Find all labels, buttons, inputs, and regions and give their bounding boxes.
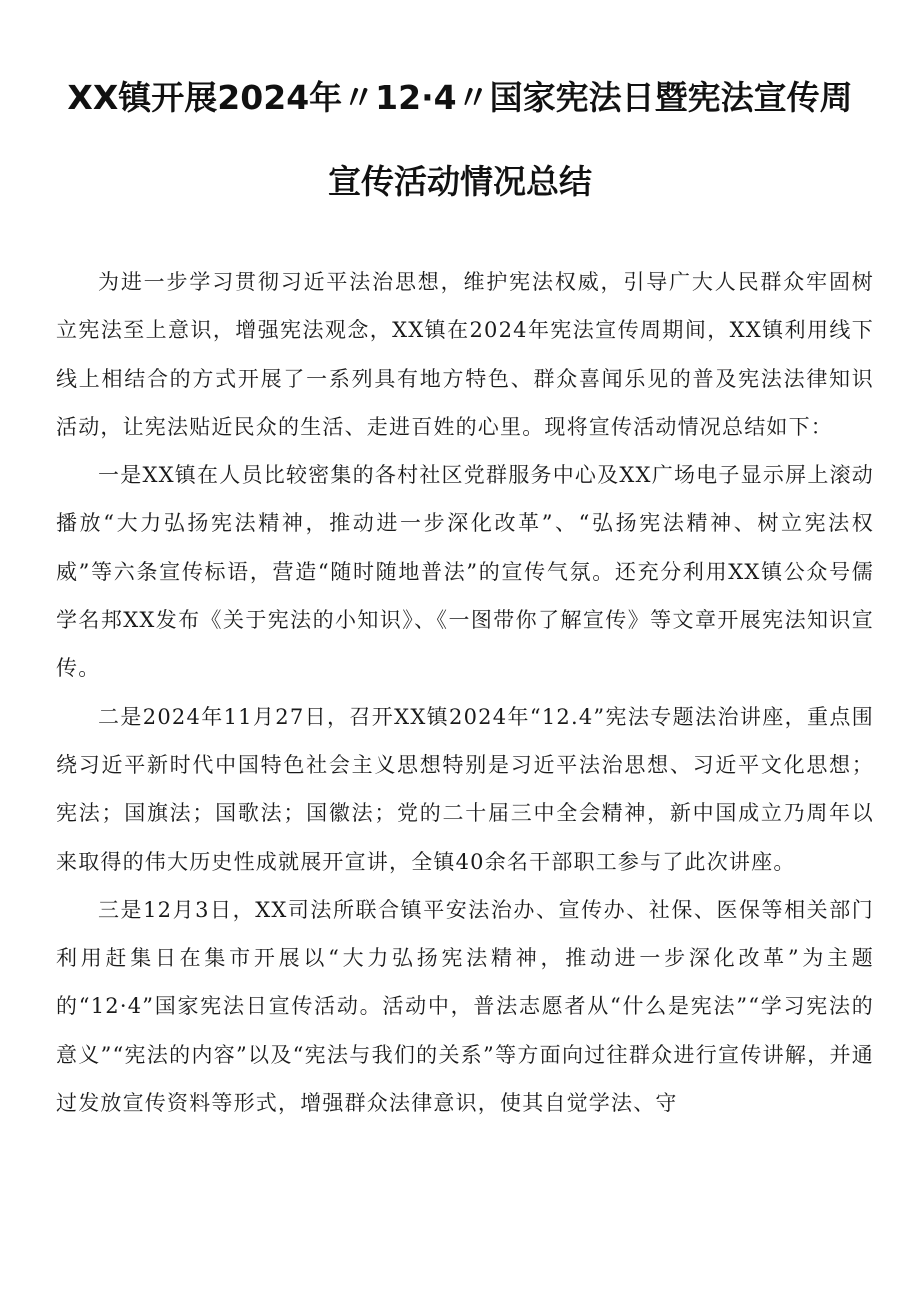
paragraph-third-point: 三是12月3日，XX司法所联合镇平安法治办、宣传办、社保、医保等相关部门利用赶集日在集市开展以“大力弘扬宪法精神，推动进一步深化改革”为主题的“12·4”国家宪法日宣传活动。活动中，普法志愿者从“什么是宪法”“学习宪法的意义”“宪法的内容”以及“宪法与我们的关系”等方面向过往群众进行宣传讲解，并通过发放宣传资料等形式，增强群众法律意识，使其自觉学法、守 [56,897,874,1116]
document-title-line-1: XX镇开展2024年〃12·4〃国家宪法日暨宪法宣传周 [67,78,853,117]
document-body [56,258,874,1127]
document-title-line-2: 宣传活动情况总结 [328,162,592,201]
paragraph-second-point: 二是2024年11月27日，召开XX镇2024年“12.4”宪法专题法治讲座，重点围绕习近平新时代中国特色社会主义思想特别是习近平法治思想、习近平文化思想；宪法；国旗法；国歌法；国徽法；党的二十届三中全会精神，新中国成立乃周年以来取得的伟大历史性成就展开宣讲，全镇40余名干部职工参与了此次讲座。 [56,704,874,874]
paragraph-intro: 为进一步学习贯彻习近平法治思想，维护宪法权威，引导广大人民群众牢固树立宪法至上意识，增强宪法观念，XX镇在2024年宪法宣传周期间，XX镇利用线下线上相结合的方式开展了一系列具有地方特色、群众喜闻乐见的普及宪法法律知识活动，让宪法贴近民众的生活、走进百姓的心里。现将宣传活动情况总结如下： [56,270,874,439]
paragraph-first-point: 一是XX镇在人员比较密集的各村社区党群服务中心及XX广场电子显示屏上滚动播放“大力弘扬宪法精神，推动进一步深化改革”、“弘扬宪法精神、树立宪法权威”等六条宣传标语，营造“随时随地普法”的宣传气氛。还充分利用XX镇公众号儒学名邦XX发布《关于宪法的小知识》、《一图带你了解宣传》等文章开展宪法知识宣传。 [56,463,874,681]
